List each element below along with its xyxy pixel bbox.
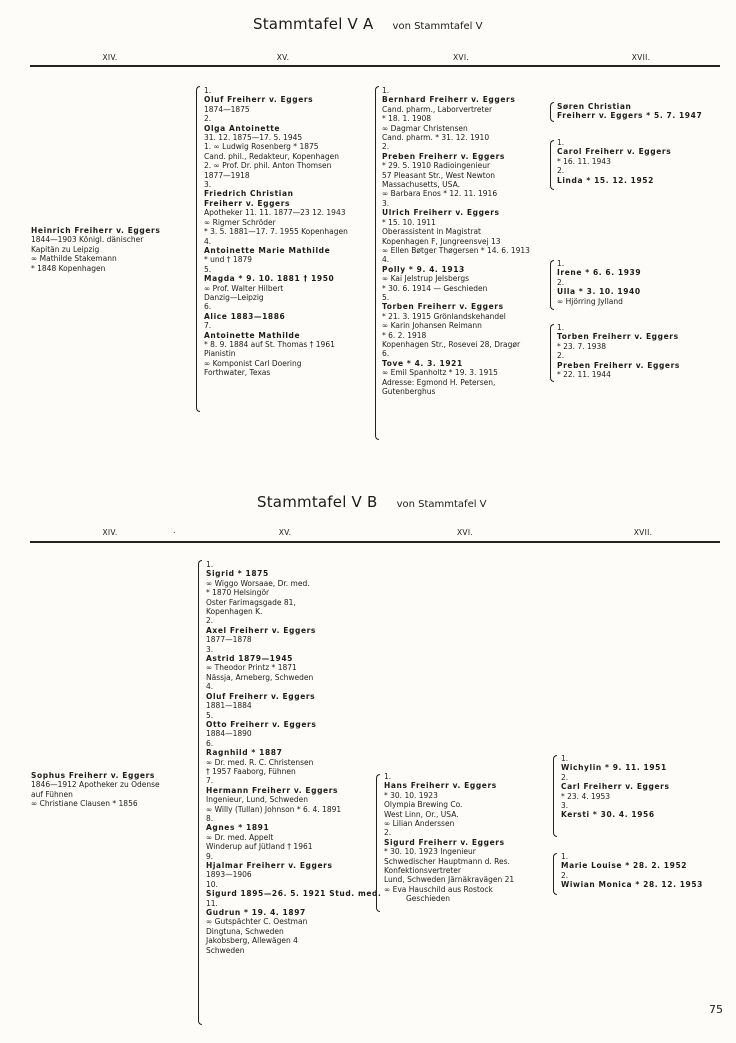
text-line: * 30. 6. 1914 — Geschieden xyxy=(382,283,488,293)
section-b-brace-xvii-1 xyxy=(553,755,557,837)
section-a-gen17-3 xyxy=(557,259,641,306)
text-line: ∞ Komponist Carl Doering xyxy=(204,358,302,368)
text-line: * 29. 5. 1910 Radioingenieur xyxy=(382,161,491,171)
text-line: Cand. phil., Redakteur, Kopenhagen xyxy=(204,151,340,161)
section-a-brace-xvii-3 xyxy=(550,260,554,310)
text-line: 1846—1912 Apotheker zu Odense xyxy=(31,780,160,790)
section-a-brace-xvi xyxy=(375,86,379,440)
name-line: Kersti * 30. 4. 1956 xyxy=(561,810,655,820)
text-line: ∞ Willy (Tullan) Johnson * 6. 4. 1891 xyxy=(206,804,342,814)
section-a-root xyxy=(31,226,160,273)
text-line: 31. 12. 1875—17. 5. 1945 xyxy=(204,133,303,143)
text-line: * 8. 9. 1884 auf St. Thomas † 1961 xyxy=(204,339,335,349)
text-line: 4. xyxy=(206,682,214,692)
section-b-gen17-2 xyxy=(561,852,703,890)
section-b-gen15 xyxy=(206,560,381,955)
text-line: Adresse: Egmond H. Petersen, xyxy=(382,377,496,387)
section-a-col-xiv: XIV. xyxy=(102,53,118,62)
text-line: 6. xyxy=(206,738,214,748)
text-line: 1. xyxy=(382,86,390,95)
name-line: Carl Freiherr v. Eggers xyxy=(561,782,670,792)
text-line: Cand. pharm., Laborvertreter xyxy=(382,104,493,114)
section-b-col-xvi: XVI. xyxy=(456,528,474,537)
text-line: 7. xyxy=(204,321,212,331)
text-line: Jakobsberg, Allewägen 4 xyxy=(206,936,298,946)
text-line: † 1957 Faaborg, Fühnen xyxy=(206,766,296,776)
name-line: Bernhard Freiherr v. Eggers xyxy=(382,95,516,105)
text-line: Gutenberghus xyxy=(382,387,436,396)
text-line: * 1848 Kopenhagen xyxy=(31,263,106,273)
text-line: Oberassistent in Magistrat xyxy=(382,227,481,237)
text-line: Olympia Brewing Co. xyxy=(384,800,463,810)
section-b-subtitle: von Stammtafel V xyxy=(396,499,487,510)
text-line: 10. xyxy=(206,879,218,889)
text-line: * 23. 4. 1953 xyxy=(561,791,611,801)
text-line: 2. xyxy=(561,772,569,782)
section-b-title-text: Stammtafel V B xyxy=(257,493,378,511)
text-line: 1. xyxy=(206,560,214,569)
name-line: Freiherr v. Eggers xyxy=(204,198,291,208)
text-line: Apotheker 11. 11. 1877—23 12. 1943 xyxy=(204,208,346,218)
name-line: Ragnhild * 1887 xyxy=(206,748,283,758)
name-line: Preben Freiherr v. Eggers xyxy=(557,360,680,370)
text-line: 57 Pleasant Str., West Newton xyxy=(382,170,496,180)
name-line: Sigurd 1895—26. 5. 1921 Stud. med. xyxy=(206,889,382,899)
name-line: Oluf Freiherr v. Eggers xyxy=(206,691,316,701)
text-line: ∞ Christiane Clausen * 1856 xyxy=(31,799,138,809)
text-line: Forthwater, Texas xyxy=(204,368,271,378)
text-line: 6. xyxy=(204,302,212,312)
section-b-dot-mark: . xyxy=(173,526,176,535)
text-line: auf Fühnen xyxy=(31,789,73,799)
name-line: Wiwian Monica * 28. 12. 1953 xyxy=(561,880,703,890)
section-a-title xyxy=(253,14,482,33)
name-line: Antoinette Marie Mathilde xyxy=(204,245,331,255)
text-line: 2. xyxy=(206,616,214,626)
text-line: 2. xyxy=(557,166,565,176)
text-line: Kopenhagen F, Jungreensvej 13 xyxy=(382,236,501,246)
text-line: Winderup auf Jütland † 1961 xyxy=(206,842,313,852)
section-a-brace-xvii-1 xyxy=(550,102,554,122)
text-line: Cand. pharm. * 31. 12. 1910 xyxy=(382,133,490,143)
section-a-subtitle: von Stammtafel V xyxy=(392,21,483,32)
section-a-brace-xvii-2 xyxy=(550,140,554,190)
section-b-brace-xvi xyxy=(376,774,380,912)
text-line: ∞ Dr. med. Appelt xyxy=(206,832,274,842)
text-line: 1844—1903 Königl. dänischer xyxy=(31,235,144,245)
name-line: Ulrich Freiherr v. Eggers xyxy=(382,208,500,218)
text-line: ∞ Barbara Enos * 12. 11. 1916 xyxy=(382,189,498,199)
text-line: 1877—1878 xyxy=(206,635,252,645)
text-line: 1877—1918 xyxy=(204,170,250,180)
text-line: ∞ Lilian Anderssen xyxy=(384,819,455,829)
text-line: 1. xyxy=(384,772,392,781)
name-line: Søren Christian xyxy=(557,102,632,111)
name-line: Ulla * 3. 10. 1940 xyxy=(557,287,641,297)
section-a-gen17-1 xyxy=(557,102,702,121)
name-line: Agnes * 1891 xyxy=(206,823,270,833)
text-line: ∞ Eva Hauschild aus Rostock xyxy=(384,884,493,894)
text-line: ∞ Emil Spanholtz * 19. 3. 1915 xyxy=(382,368,498,378)
text-line: 1. xyxy=(561,754,569,763)
name-line: Linda * 15. 12. 1952 xyxy=(557,175,654,185)
name-line: Oluf Freiherr v. Eggers xyxy=(204,95,314,105)
text-line: ∞ Gutspächter C. Oestman xyxy=(206,917,308,927)
text-line: ∞ Dagmar Christensen xyxy=(382,123,468,133)
text-line: * 23. 7. 1938 xyxy=(557,341,607,351)
section-a-brace-xv xyxy=(196,86,200,412)
text-line: * 21. 3. 1915 Grönlandskehandel xyxy=(382,311,506,321)
name-line: Preben Freiherr v. Eggers xyxy=(382,151,505,161)
text-line: 3. xyxy=(204,180,212,190)
text-line: 2. xyxy=(557,351,565,361)
text-line: 7. xyxy=(206,776,214,786)
name-line: Hermann Freiherr v. Eggers xyxy=(206,785,339,795)
text-line: * 30. 10. 1923 Ingenieur xyxy=(384,847,476,857)
name-line: Marie Louise * 28. 2. 1952 xyxy=(561,861,688,871)
text-line: Danzig—Leipzig xyxy=(204,292,264,302)
text-line: Pianistin xyxy=(204,349,236,359)
text-line: 1893—1906 xyxy=(206,870,252,880)
text-line: ∞ Ellen Bøtger Thøgersen * 14. 6. 1913 xyxy=(382,245,530,255)
section-a-gen17-2 xyxy=(557,138,671,185)
text-line: 1874—1875 xyxy=(204,104,250,114)
text-line: ∞ Dr. med. R. C. Christensen xyxy=(206,757,314,767)
text-line: ∞ Wiggo Worsaae, Dr. med. xyxy=(206,578,310,588)
text-line: 1. xyxy=(204,86,212,95)
name-line: Friedrich Christian xyxy=(204,189,294,199)
text-line: Nässja, Arneberg, Schweden xyxy=(206,672,314,682)
text-line: * 22. 11. 1944 xyxy=(557,370,611,380)
text-line: 5. xyxy=(206,710,214,720)
text-line: 1881—1884 xyxy=(206,701,252,711)
text-line: 4. xyxy=(204,236,212,246)
name-line: Hans Freiherr v. Eggers xyxy=(384,781,497,791)
text-line: 3. xyxy=(382,198,390,208)
text-line: 3. xyxy=(206,644,214,654)
section-a-gen15 xyxy=(204,86,348,378)
name-line: Antoinette Mathilde xyxy=(204,330,301,340)
name-line: Olga Antoinette xyxy=(204,123,281,133)
page-number: 75 xyxy=(709,1003,723,1016)
name-line: Freiherr v. Eggers * 5. 7. 1947 xyxy=(557,111,703,121)
text-line: ∞ Theodor Printz * 1871 xyxy=(206,663,297,673)
text-line: * 3. 5. 1881—17. 7. 1955 Kopenhagen xyxy=(204,227,348,237)
text-line: Massachusetts, USA. xyxy=(382,180,460,190)
text-line: Schweden xyxy=(206,945,245,955)
text-line: 2. xyxy=(384,828,392,838)
text-line: ∞ Mathilde Stakemann xyxy=(31,254,117,264)
text-line: 9. xyxy=(206,851,214,861)
name-line: Torben Freiherr v. Eggers xyxy=(557,332,679,342)
text-line: * 15. 10. 1911 xyxy=(382,217,436,227)
name-line: Wichylin * 9. 11. 1951 xyxy=(561,763,667,773)
text-line: Lund, Schweden Järnäkravägen 21 xyxy=(384,875,515,885)
text-line: 2. xyxy=(557,277,565,287)
text-line: 1. xyxy=(557,138,565,147)
text-line: ∞ Kai Jelstrup Jelsbergs xyxy=(382,274,470,284)
text-line: Konfektionsvertreter xyxy=(384,866,462,876)
section-a-gen16 xyxy=(382,86,530,396)
section-b-root xyxy=(31,771,160,809)
text-line: * 30. 10. 1923 xyxy=(384,790,438,800)
section-b-gen17-1 xyxy=(561,754,670,820)
name-line: Sigurd Freiherr v. Eggers xyxy=(384,837,505,847)
name-line: Irene * 6. 6. 1939 xyxy=(557,268,642,278)
section-b-col-xv: XV. xyxy=(278,528,292,537)
name-line: Magda * 9. 10. 1881 † 1950 xyxy=(204,274,335,284)
text-line: 1. ∞ Ludwig Rosenberg * 1875 xyxy=(204,142,319,152)
text-line: ∞ Karin Johansen Reimann xyxy=(382,321,482,331)
text-line: ∞ Hjörring Jylland xyxy=(557,296,623,306)
text-line: 8. xyxy=(206,813,214,823)
text-line: * 6. 2. 1918 xyxy=(382,330,427,340)
text-line: 11. xyxy=(206,898,218,908)
section-b-brace-xv xyxy=(198,560,202,1025)
text-line: 2. ∞ Prof. Dr. phil. Anton Thomsen xyxy=(204,161,332,171)
text-line: 3. xyxy=(561,801,569,811)
name-line: Astrid 1879—1945 xyxy=(206,654,293,664)
section-b-brace-xvii-2 xyxy=(553,853,557,895)
text-line: Kopenhagen Str., Rosevei 28, Dragør xyxy=(382,339,521,349)
name-line: Gudrun * 19. 4. 1897 xyxy=(206,908,306,918)
section-a-rule xyxy=(30,65,720,67)
name-line: Carol Freiherr v. Eggers xyxy=(557,147,672,157)
text-line: 5. xyxy=(382,292,390,302)
text-line: 2. xyxy=(204,114,212,124)
text-line: * und † 1879 xyxy=(204,255,253,265)
section-b-rule xyxy=(30,541,720,543)
name-line: Axel Freiherr v. Eggers xyxy=(206,625,316,635)
text-line: 1. xyxy=(557,323,565,332)
text-line: West Linn, Or., USA. xyxy=(384,809,459,819)
text-line: 5. xyxy=(204,264,212,274)
text-line: * 18. 1. 1908 xyxy=(382,114,432,124)
text-line: * 16. 11. 1943 xyxy=(557,156,611,166)
text-line: Schwedischer Hauptmann d. Res. xyxy=(384,856,510,866)
text-line: 6. xyxy=(382,349,390,359)
text-line: Ingenieur, Lund, Schweden xyxy=(206,795,308,805)
section-a-col-xvii: XVII. xyxy=(631,53,651,62)
text-line: 4. xyxy=(382,255,390,265)
section-a-gen17-4 xyxy=(557,323,680,379)
text-line: 2. xyxy=(382,142,390,152)
section-a-col-xvi: XVI. xyxy=(452,53,470,62)
text-line: Geschieden xyxy=(406,894,451,904)
name-line: Sophus Freiherr v. Eggers xyxy=(31,771,155,780)
text-line: 1. xyxy=(561,852,569,861)
section-b-title xyxy=(257,492,487,511)
name-line: Torben Freiherr v. Eggers xyxy=(382,302,504,312)
section-a-col-xv: XV. xyxy=(276,53,290,62)
name-line: Tove * 4. 3. 1921 xyxy=(382,358,463,368)
name-line: Otto Freiherr v. Eggers xyxy=(206,719,317,729)
text-line: ∞ Prof. Walter Hilbert xyxy=(204,283,284,293)
text-line: 1884—1890 xyxy=(206,729,252,739)
text-line: 2. xyxy=(561,870,569,880)
text-line: 1. xyxy=(557,259,565,268)
name-line: Polly * 9. 4. 1913 xyxy=(382,264,465,274)
section-b-col-xiv: XIV. xyxy=(102,528,118,537)
name-line: Alice 1883—1886 xyxy=(204,311,286,321)
text-line: Dingtuna, Schweden xyxy=(206,926,284,936)
name-line: Heinrich Freiherr v. Eggers xyxy=(31,226,161,235)
name-line: Sigrid * 1875 xyxy=(206,569,269,579)
section-a-brace-xvii-4 xyxy=(550,324,554,382)
section-a-title-text: Stammtafel V A xyxy=(253,15,374,33)
section-b-col-xvii: XVII. xyxy=(633,528,653,537)
text-line: Kapitän zu Leipzig xyxy=(31,244,100,254)
text-line: ∞ Rigmer Schröder xyxy=(204,217,276,227)
name-line: Hjalmar Freiherr v. Eggers xyxy=(206,861,333,870)
text-line: * 1870 Helsingör xyxy=(206,588,270,598)
section-b-gen16 xyxy=(384,772,514,904)
text-line: Oster Farimagsgade 81, xyxy=(206,597,296,607)
text-line: Kopenhagen K. xyxy=(206,607,263,617)
